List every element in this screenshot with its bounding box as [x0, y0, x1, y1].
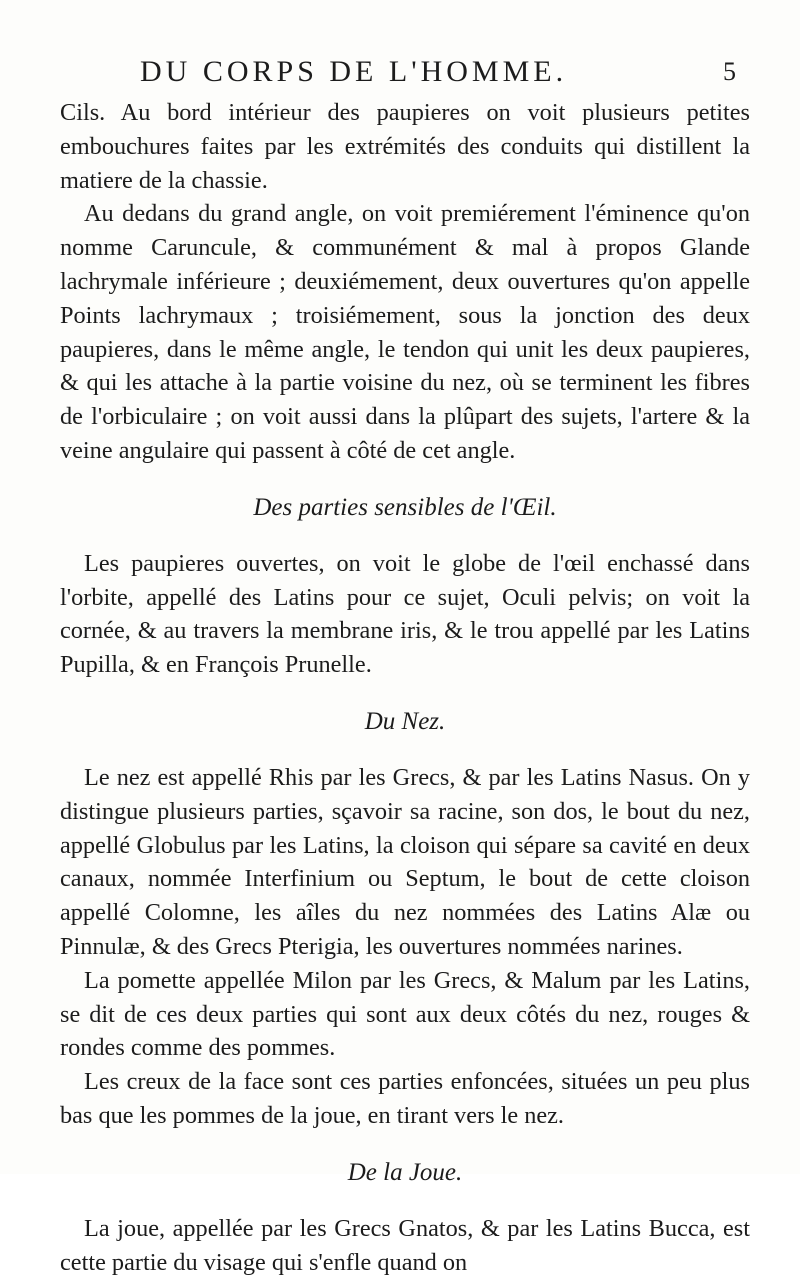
section-heading: Du Nez. [364, 707, 446, 735]
paragraph: Cils. Au bord intérieur des paupieres on voit plusieurs petites embouchures faites par les extrémités des conduits qui distillent la matiere de la chassie. [60, 99, 750, 194]
paragraph: La joue, appellée par les Grecs Gnatos, & par les Latins Bucca, est cette partie du visage qui s'enfle quand on [60, 1214, 750, 1276]
paragraph: Les paupieres ouvertes, on voit le globe de l'œil enchassé dans l'orbite, appellé des Latins pour ce sujet, Oculi pelvis; on voit la cornée, & au travers la membrane iris, & le trou appellé par les Latins Pupilla, & en François Prunelle. [60, 549, 750, 679]
section-heading: Des parties sensibles de l'Œil. [253, 493, 557, 521]
page-number: 5 [723, 57, 740, 86]
paragraph: Les creux de la face sont ces parties enfoncées, situées un peu plus bas que les pommes de la joue, en tirant vers le nez. [60, 1068, 750, 1129]
running-title: DU CORPS DE L'HOMME. [140, 55, 568, 88]
section-heading: De la Joue. [347, 1158, 463, 1186]
paragraph: La pomette appellée Milon par les Grecs, & Malum par les Latins, se dit de ces deux parties qui sont aux deux côtés du nez, rouges & rondes comme des pommes. [60, 966, 750, 1062]
body-text [60, 96, 750, 1279]
paragraph: Le nez est appellé Rhis par les Grecs, & par les Latins Nasus. On y distingue plusieurs parties, sçavoir sa racine, son dos, le bout du nez, appellé Globulus par les Latins, la cloison qui sépare sa cavité en deux canaux, nommée Interfinium ou Septum, le bout de cette cloison appellé Colomne, les aîles du nez nommées des Latins Alæ ou Pinnulæ, & des Grecs Pterigia, les ouvertures nommées narines. [60, 763, 750, 960]
paragraph: Au dedans du grand angle, on voit premiérement l'éminence qu'on nomme Caruncule, & communément & mal à propos Glande lachrymale inférieure ; deuxiémement, deux ouvertures qu'on appelle Points lachrymaux ; troisiémement, sous la jonction des deux paupieres, dans le même angle, le tendon qui unit les deux paupieres, & qui les attache à la partie voisine du nez, où se terminent les fibres de l'orbiculaire ; on voit aussi dans la plûpart des sujets, l'artere & la veine angulaire qui passent à côté de cet angle. [60, 200, 750, 464]
running-head [140, 52, 740, 92]
